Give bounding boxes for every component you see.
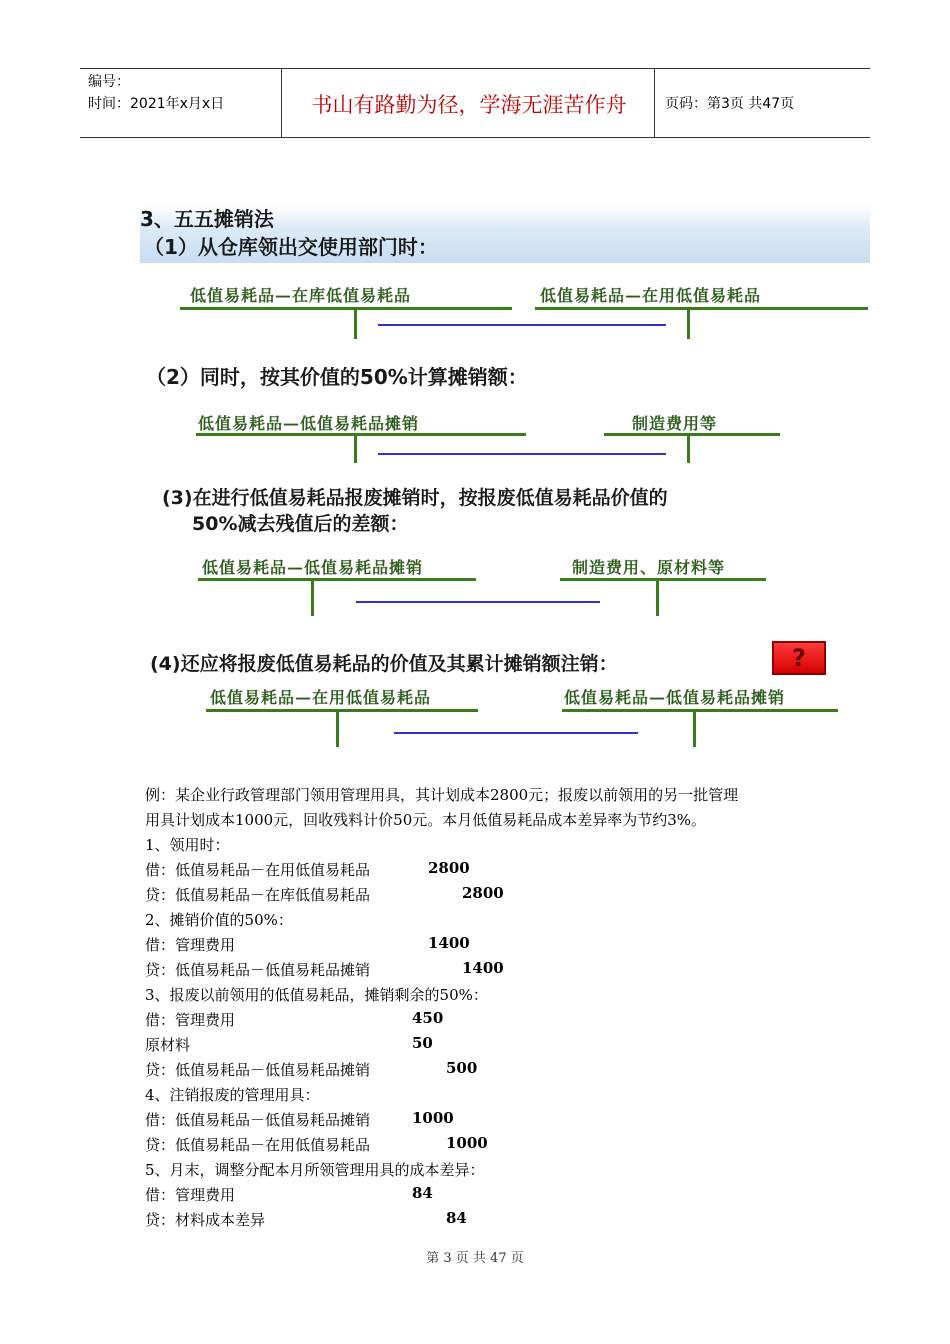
journal-line: 贷：低值易耗品－低值易耗品摊销	[145, 961, 371, 979]
journal-line: 3、报废以前领用的低值易耗品，摊销剩余的50%：	[145, 986, 488, 1004]
journal-line: 2、摊销价值的50%：	[145, 911, 293, 929]
number-label: 编号：	[88, 74, 130, 90]
t-account-divider	[336, 709, 339, 747]
journal-line: 5、月末，调整分配本月所领管理用具的成本差异：	[145, 1161, 485, 1179]
journal-amount: 2800	[428, 859, 470, 877]
journal-line: 借：管理费用	[145, 1186, 236, 1204]
step1-left-account: 低值易耗品—在库低值易耗品	[190, 286, 412, 305]
step3-right-account: 制造费用、原材料等	[572, 558, 726, 577]
journal-line: 贷：低值易耗品－在用低值易耗品	[145, 1136, 371, 1154]
journal-line: 1、领用时：	[145, 836, 230, 854]
example-intro-line2: 用具计划成本1000元，回收残料计价50元。本月低值易耗品成本差异率为节约3%。	[145, 811, 707, 829]
page-label: 页码：第3页 共47页	[665, 96, 795, 112]
journal-amount: 84	[412, 1184, 433, 1202]
journal-amount: 1400	[428, 934, 470, 952]
t-account-line	[562, 709, 838, 712]
t-account-line	[560, 578, 766, 581]
t-account-line	[206, 709, 478, 712]
t-account-divider	[687, 307, 690, 339]
journal-amount: 1400	[462, 959, 504, 977]
flow-arrow-line	[378, 453, 666, 455]
slide-title: 3、五五摊销法	[140, 207, 274, 231]
flow-arrow-line	[394, 732, 638, 734]
journal-line: 借：管理费用	[145, 936, 236, 954]
journal-line: 原材料	[145, 1036, 191, 1054]
journal-amount: 500	[446, 1059, 478, 1077]
journal-amount: 450	[412, 1009, 444, 1027]
t-account-line	[198, 578, 476, 581]
step4-right-account: 低值易耗品—低值易耗品摊销	[564, 688, 786, 707]
step1-right-account: 低值易耗品—在用低值易耗品	[540, 286, 762, 305]
journal-line: 贷：低值易耗品－在库低值易耗品	[145, 886, 371, 904]
date-label: 时间：2021年x月x日	[88, 96, 225, 112]
t-account-divider	[354, 307, 357, 339]
t-account-line	[180, 307, 512, 310]
question-button[interactable]: ?	[772, 641, 826, 675]
journal-amount: 50	[412, 1034, 433, 1052]
journal-amount: 2800	[462, 884, 504, 902]
journal-amount: 84	[446, 1209, 467, 1227]
journal-amount: 1000	[412, 1109, 454, 1127]
journal-line: 4、注销报废的管理用具：	[145, 1086, 320, 1104]
t-account-line	[535, 307, 868, 310]
journal-line: 借：管理费用	[145, 1011, 236, 1029]
t-account-divider	[687, 433, 690, 463]
t-account-line	[604, 433, 780, 436]
header-info	[88, 71, 224, 115]
page-footer: 第 3 页 共 47 页	[426, 1251, 524, 1266]
t-account-divider	[693, 709, 696, 747]
header-motto: 书山有路勤为径，学海无涯苦作舟	[311, 93, 627, 117]
journal-line: 借：低值易耗品－低值易耗品摊销	[145, 1111, 371, 1129]
step1-text: （1）从仓库领出交使用部门时：	[144, 235, 438, 259]
step3-text-line1: (3)在进行低值易耗品报废摊销时，按报废低值易耗品价值的	[162, 487, 668, 509]
t-account-divider	[656, 578, 659, 616]
step2-right-account: 制造费用等	[632, 414, 718, 433]
header-divider	[281, 69, 282, 137]
journal-line: 贷：材料成本差异	[145, 1211, 266, 1229]
journal-amount: 1000	[446, 1134, 488, 1152]
step2-left-account: 低值易耗品—低值易耗品摊销	[198, 414, 420, 433]
page-header	[80, 68, 870, 138]
step4-text: (4)还应将报废低值易耗品的价值及其累计摊销额注销：	[150, 653, 618, 675]
example-intro-line1: 例：某企业行政管理部门领用管理用具，其计划成本2800元；报废以前领用的另一批管理	[145, 786, 739, 804]
journal-line: 贷：低值易耗品－低值易耗品摊销	[145, 1061, 371, 1079]
step2-text: （2）同时，按其价值的50%计算摊销额：	[146, 365, 528, 389]
journal-line: 借：低值易耗品－在用低值易耗品	[145, 861, 371, 879]
step3-left-account: 低值易耗品—低值易耗品摊销	[202, 558, 424, 577]
t-account-line	[196, 433, 526, 436]
t-account-divider	[354, 433, 357, 463]
flow-arrow-line	[378, 324, 666, 326]
step3-text-line2: 50%减去残值后的差额：	[192, 513, 409, 535]
flow-arrow-line	[356, 601, 600, 603]
header-divider	[654, 69, 655, 137]
step4-left-account: 低值易耗品—在用低值易耗品	[210, 688, 432, 707]
t-account-divider	[311, 578, 314, 616]
slide-figure	[140, 205, 870, 765]
